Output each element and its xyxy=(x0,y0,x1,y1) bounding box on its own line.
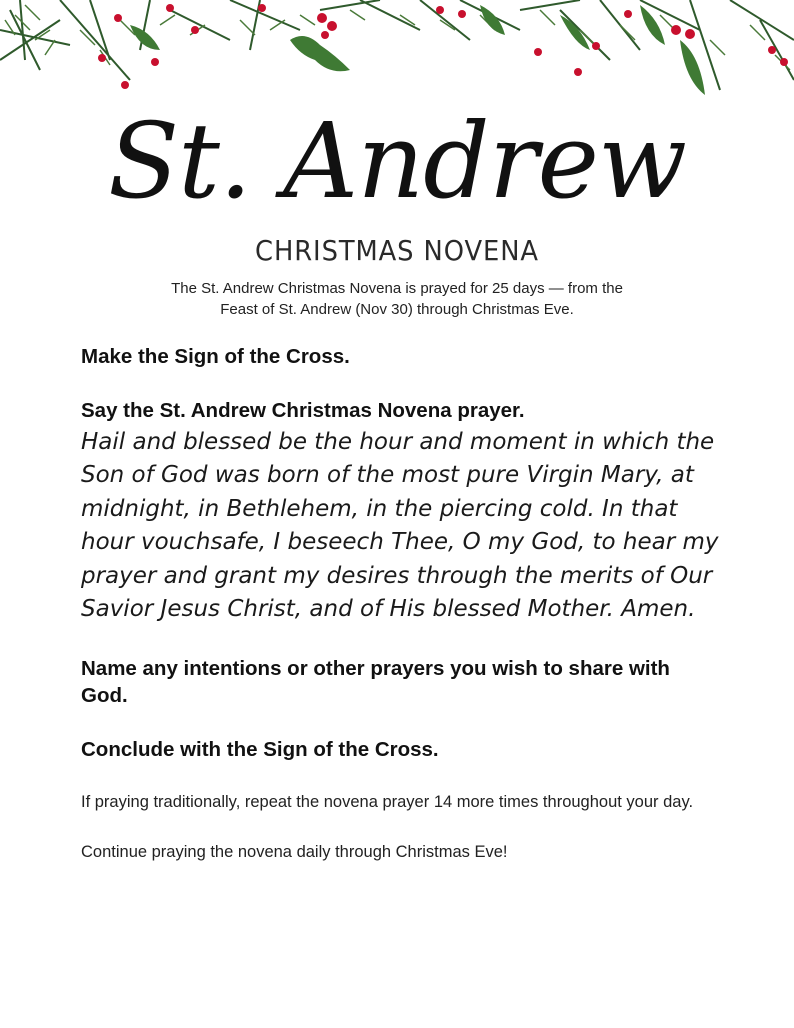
novena-prayer-text: Hail and blessed be the hour and moment in which the Son of God was born of the most pure Virgin Mary, at midnight, in Bethlehem, in the piercing cold. In that hour vouchsafe, I beseech Thee, O my God, to hear my prayer and grant my desires through the merits of Our Savior Jesus Christ, and of His blessed Mother. Amen. xyxy=(81,429,719,623)
step-say-prayer: Say the St. Andrew Christmas Novena prayer. xyxy=(81,399,525,422)
page-title: St. Andrew xyxy=(107,100,687,222)
holly-leaf-icon xyxy=(130,5,705,95)
step-sign-of-cross: Make the Sign of the Cross. xyxy=(81,345,350,368)
intro-line: Feast of St. Andrew (Nov 30) through Christmas Eve. xyxy=(220,301,574,318)
step-intentions: Name any intentions or other prayers you wish to share with God. xyxy=(81,657,670,708)
page-subtitle: CHRISTMAS NOVENA xyxy=(255,234,539,267)
step-conclude: Conclude with the Sign of the Cross. xyxy=(81,738,439,762)
holly-garland-decoration xyxy=(0,0,794,110)
repeat-note: If praying traditionally, repeat the novena prayer 14 more times throughout your day. xyxy=(81,793,694,812)
novena-instructions xyxy=(81,343,721,864)
intro-line: The St. Andrew Christmas Novena is prayed for 25 days — from the xyxy=(171,280,623,297)
pine-needles-icon xyxy=(5,5,790,70)
pine-branch-icon xyxy=(0,0,794,90)
intro-text xyxy=(120,278,674,320)
continue-note: Continue praying the novena daily through Christmas Eve! xyxy=(81,843,508,862)
